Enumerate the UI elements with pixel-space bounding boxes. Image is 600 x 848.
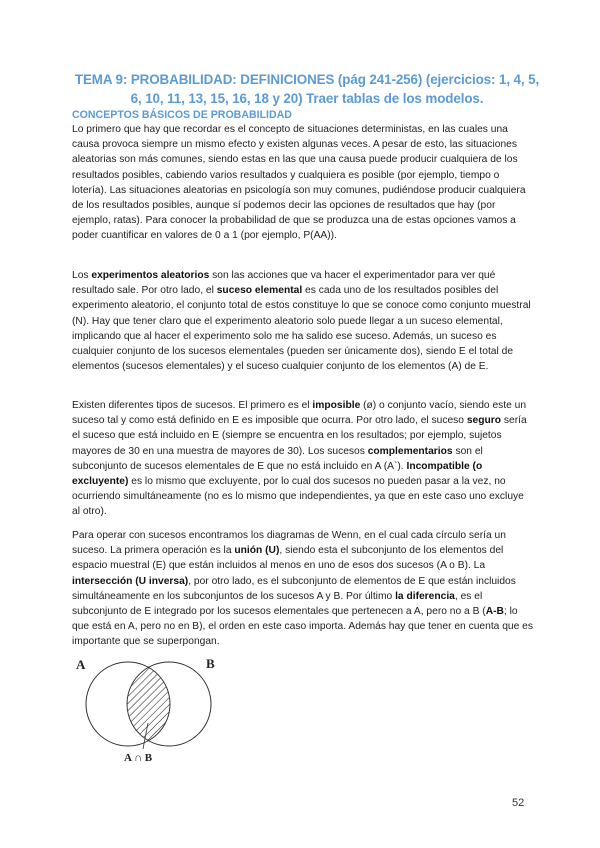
bold-term: imposible	[312, 400, 361, 411]
text-run: , por otro lado, es el subconjunto de elementos de E que están incluidos simultáneamente en los subconjuntos de los sucesos A y B. Por último	[72, 575, 516, 602]
paragraph-event-operations	[72, 528, 534, 650]
bold-term: intersección (U inversa)	[72, 575, 189, 587]
bold-term: seguro	[466, 415, 502, 427]
text-run: es cada uno de los resultados posibles del experimento aleatorio, el conjunto total de estos constituye lo que se conoce como conjunto muestral (N). Hay que tener claro que el experimento aleatorio solo puede llegar a un suceso elemental, implicando que al hacer el experimento solo me ha salido ese suceso. Además, un suceso es cualquier conjunto de los sucesos elementales (pueden ser únicamente dos), siendo E el total de elementos (sucesos elementales) y el suceso cualquier conjunto de los elementos (A) de E.	[72, 285, 531, 373]
text-run: Los	[72, 270, 92, 281]
venn-diagram	[72, 653, 232, 763]
page-number: 52	[512, 797, 525, 809]
text-run: Para operar con sucesos encontramos los diagramas de Wenn, en el cual cada círculo sería un suceso. La primera operación es la	[72, 530, 506, 557]
text-run: Lo primero que hay que recordar es el concepto de situaciones deterministas, en las cuales una causa provoca siempre un mismo efecto y existen algunas veces. A pesar de esto, las situaciones aleatorias son más comunes, siendo estas en las que una causa puede producir cualquiera de los resultados posibles, cabiendo varios resultados y cualquiera es posible (por ejemplo, tiempo o lotería). Las situaciones aleatorias en psicología son muy comunes, pudiéndose producir cualquiera de los resultados posibles, aunque sí podemos decir las opciones de resultados que hay (por ejemplo, ratas). Para conocer la probabilidad de que se produzca una de estas opciones vamos a poder cuantificar en valores de 0 a 1 (por ejemplo, P(AA)).	[72, 124, 526, 242]
bold-term: la diferencia	[395, 590, 455, 602]
text-run: sería el suceso que está incluido en E (siempre se encuentra en los resultados; por ejemplo, sujetos mayores de 30 en una muestra de mayores de 30). Los sucesos	[72, 415, 527, 457]
text-run: son el subconjunto de sucesos elementales de E que no está incluido en A (A`).	[72, 445, 483, 472]
label-intersection: A ∩ B	[124, 752, 153, 763]
text-run: , siendo esta el subconjunto de los elementos del espacio muestral (E) que están incluidos al menos en uno de esos dos sucesos (A o B). La	[72, 545, 504, 572]
label-a: A	[76, 657, 86, 672]
bold-term: suceso elemental	[216, 285, 303, 297]
bold-term: A-B	[485, 606, 504, 618]
text-run: , es el subconjunto de E integrado por los sucesos elementales que pertenecen a A, pero no a B (	[72, 590, 486, 618]
text-run: es lo mismo que excluyente, por lo cual dos sucesos no pueden pasar a la vez, no ocurriendo simultáneamente (no es lo mismo que independientes, ya que en este caso uno excluye al otro).	[72, 476, 524, 518]
paragraph-random-experiments	[72, 268, 534, 374]
text-run: son las acciones que va hacer el experimentador para ver qué resultado sale. Por otro lado, el	[72, 270, 496, 297]
text-run: ; lo que está en A, pero no en B), el orden en este caso importa. Además hay que tener en cuenta que es importante que se superpongan.	[72, 606, 533, 648]
text-run: Existen diferentes tipos de sucesos. El primero es el	[72, 400, 313, 411]
bold-term: Incompatible (o excluyente)	[72, 460, 483, 488]
bold-term: unión (U)	[234, 545, 280, 557]
section-heading: CONCEPTOS BÁSICOS DE PROBABILIDAD	[72, 109, 292, 121]
page-title: TEMA 9: PROBABILIDAD: DEFINICIONES (pág 241-256) (ejercicios: 1, 4, 5, 6, 10, 11, 13, 15, 16, 18 y 20) Traer tablas de los modelos.	[74, 72, 540, 106]
bold-term: experimentos aleatorios	[91, 270, 210, 281]
paragraph-event-types	[72, 398, 534, 520]
label-b: B	[206, 656, 215, 671]
paragraph-deterministic	[72, 122, 534, 244]
bold-term: complementarios	[367, 445, 453, 457]
text-run: (ø) o conjunto vacío, siendo este un suceso tal y como está definido en E es imposible que ocurra. Por otro lado, el suceso	[72, 400, 527, 427]
